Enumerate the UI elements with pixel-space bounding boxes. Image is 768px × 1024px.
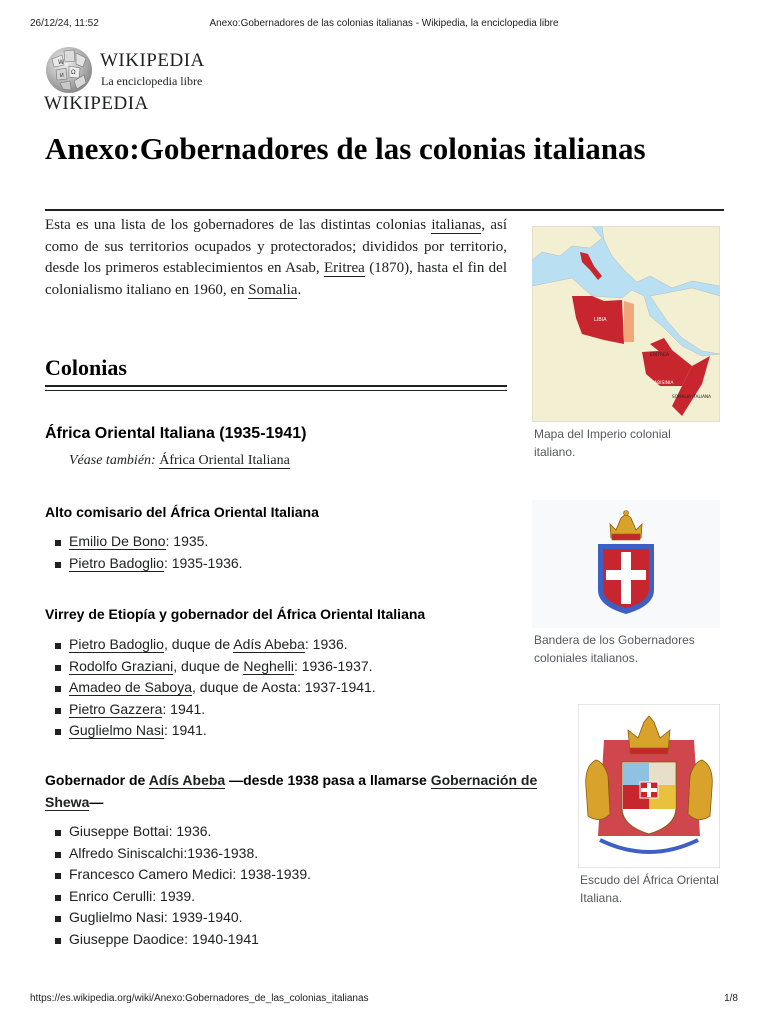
link-person[interactable]: Rodolfo Graziani [69, 657, 174, 674]
link-place[interactable]: Adís Abeba [233, 636, 305, 652]
flag-cross-horizontal [606, 570, 646, 580]
list-item [50, 699, 376, 721]
item-text: : 1936. [304, 636, 348, 652]
svg-text:Ω: Ω [71, 69, 76, 76]
heading-text: Gobernador de [45, 772, 149, 788]
coat-of-arms[interactable] [578, 704, 720, 868]
see-also-hatnote [69, 453, 290, 469]
intro-text: Esta es una lista de los gobernadores de las distintas colonias [45, 217, 432, 233]
list-item [50, 677, 376, 699]
hatnote-label: Véase también: [69, 453, 156, 468]
subsection-heading-aoi: África Oriental Italiana (1935-1941) [45, 425, 307, 442]
section-divider [45, 385, 507, 387]
list-item: Guglielmo Nasi: 1939-1940. [50, 907, 311, 929]
link-place[interactable]: Neghelli [243, 657, 294, 674]
coa-cross-horizontal [641, 788, 657, 792]
link-adis-abeba[interactable]: Adís Abeba [148, 772, 226, 788]
map-label-eritrea: ERITREA [650, 353, 670, 358]
link-italianas[interactable]: italianas [431, 217, 482, 233]
section-heading-colonias: Colonias [45, 355, 127, 380]
link-eritrea[interactable]: Eritrea [324, 260, 365, 276]
heading-alto-comisario: Alto comisario del África Oriental Italiana [45, 504, 319, 520]
link-person[interactable]: Guglielmo Nasi [69, 722, 164, 738]
intro-text: . [297, 281, 302, 298]
heading-text: — [89, 794, 104, 810]
list-item: Francesco Camero Medici: 1938-1939. [50, 864, 311, 886]
list-item: Alfredo Siniscalchi:1936-1938. [50, 843, 311, 865]
list-item [50, 656, 376, 678]
link-africa-oriental-italiana[interactable]: África Oriental Italiana [159, 453, 290, 468]
coat-of-arms-caption: Escudo del África Oriental Italiana. [580, 873, 719, 905]
title-divider [45, 209, 724, 211]
flag-caption: Bandera de los Gobernadores coloniales italianos. [534, 633, 695, 665]
virrey-list [50, 634, 376, 742]
gobernador-list [50, 821, 311, 950]
heading-text: —desde 1938 pasa a llamarse [225, 772, 431, 788]
list-item [50, 634, 376, 656]
intro-text: , así como de sus territorios ocupados y protectorados; divididos por territorio, desde los primeros establecimientos en Asab, [45, 217, 508, 276]
item-text: , duque de [163, 636, 234, 652]
list-item: Giuseppe Daodice: 1940-1941 [50, 929, 311, 951]
section-divider [45, 390, 507, 391]
list-item: Enrico Cerulli: 1939. [50, 886, 311, 908]
wikipedia-globe-icon [44, 45, 94, 95]
item-text: : 1936-1937. [293, 657, 373, 674]
map-label-abisinia: ABISINIA [654, 381, 674, 386]
list-item: Giuseppe Bottai: 1936. [50, 821, 311, 843]
list-item [50, 531, 243, 553]
map-label-somalia: SOMALIA ITALIANA [672, 394, 711, 399]
list-item [50, 720, 376, 742]
map-caption: Mapa del Imperio colonial italiano. [534, 427, 671, 459]
link-somalia[interactable]: Somalia [248, 281, 298, 298]
map-label-libia: LIBIA [594, 317, 607, 323]
item-text: , duque de [173, 657, 244, 674]
print-url: https://es.wikipedia.org/wiki/Anexo:Gobernadores_de_las_colonias_italianas [30, 993, 369, 1004]
link-person[interactable]: Pietro Badoglio [69, 554, 164, 571]
svg-text:W: W [58, 59, 64, 66]
map-libya-east [624, 301, 634, 342]
svg-text:И: И [60, 73, 64, 79]
intro-paragraph [45, 215, 507, 301]
heading-gobernador-adis-abeba [45, 769, 565, 813]
print-page-number: 1/8 [724, 993, 738, 1004]
wikipedia-wordmark-secondary: WIKIPEDIA [44, 93, 149, 114]
wikipedia-tagline: La enciclopedia libre [101, 74, 203, 88]
list-item [50, 553, 243, 575]
link-person[interactable]: Pietro Gazzera [69, 700, 163, 717]
colonial-empire-map[interactable] [532, 226, 720, 422]
print-page-title: Anexo:Gobernadores de las colonias italianas - Wikipedia, la enciclopedia libre [209, 18, 559, 29]
heading-virrey: Virrey de Etiopía y gobernador del África Oriental Italiana [45, 606, 426, 622]
alto-comisario-list [50, 531, 243, 574]
print-datetime: 26/12/24, 11:52 [30, 18, 99, 29]
item-text: : 1935-1936. [163, 554, 243, 571]
intro-text: (1870), hasta el fin del colonialismo italiano en 1960, en [45, 260, 507, 298]
page-title: Anexo:Gobernadores de las colonias italianas [45, 131, 646, 166]
item-text: : 1935. [165, 533, 209, 549]
link-person[interactable]: Amadeo de Saboya [69, 679, 192, 695]
link-gobernacion-de-shewa[interactable]: Gobernación de Shewa [45, 772, 538, 810]
link-person[interactable]: Pietro Badoglio [69, 636, 164, 652]
wikipedia-wordmark: WIKIPEDIA [100, 50, 205, 71]
link-person[interactable]: Emilio De Bono [69, 533, 166, 549]
item-text: : 1941. [163, 722, 207, 738]
governors-flag[interactable] [532, 500, 720, 628]
item-text: , duque de Aosta: 1937-1941. [191, 679, 376, 695]
item-text: : 1941. [162, 700, 206, 717]
